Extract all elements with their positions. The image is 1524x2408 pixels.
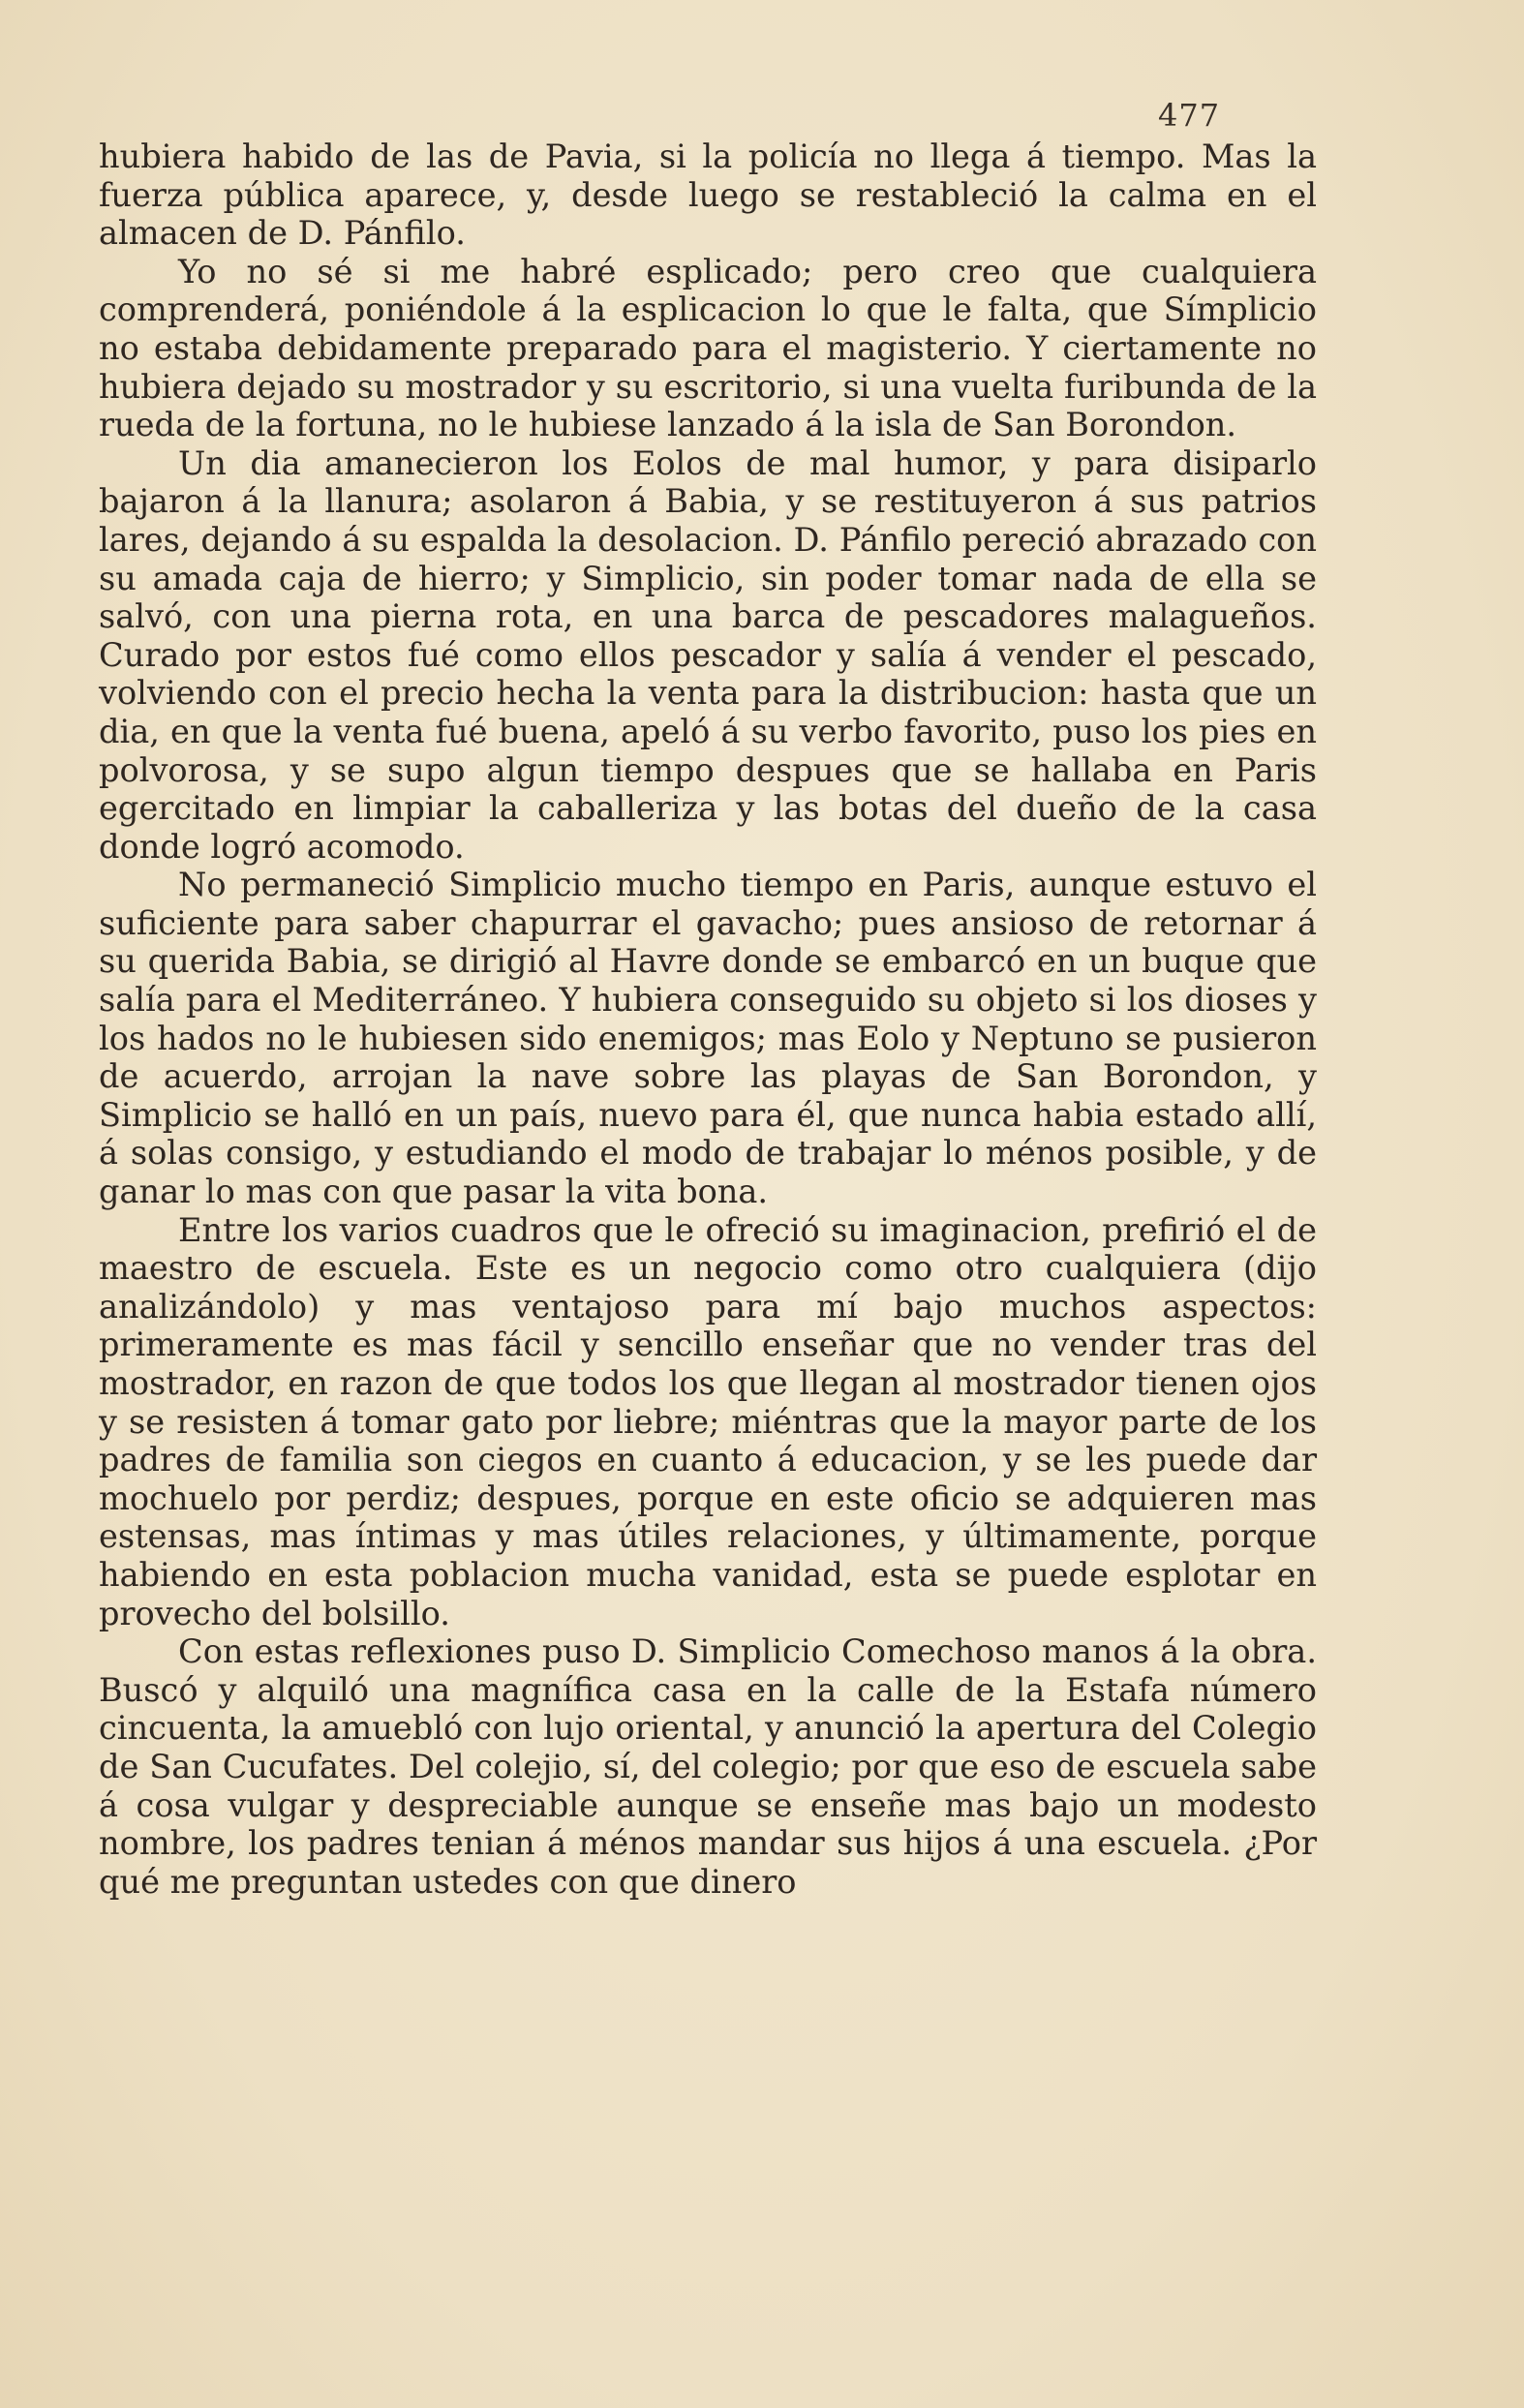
paragraph: Con estas reflexiones puso D. Simplicio Comechoso manos á la obra. Buscó y alquiló una magnífica casa en la calle de la Estafa número cincuenta, la amuebló con lujo oriental, y anunció la apertura del Colegio de San Cucufates. Del colejio, sí, del colegio; por que eso de escuela sabe á cosa vulgar y despreciable aunque se enseñe mas bajo un modesto nombre, los padres tenian á ménos mandar sus hijos á una escuela. ¿Por qué me preguntan ustedes con que dinero — [99, 1632, 1317, 1901]
paragraph: Entre los varios cuadros que le ofreció su imaginacion, prefirió el de maestro de escuela. Este es un negocio como otro cualquiera (dijo analizándolo) y mas ventajoso para mí bajo muchos aspectos: primeramente es mas fácil y sencillo enseñar que no vender tras del mostrador, en razon de que todos los que llegan al mostrador tienen ojos y se resisten á tomar gato por liebre; miéntras que la mayor parte de los padres de familia son ciegos en cuanto á educacion, y se les puede dar mochuelo por perdiz; despues, porque en este oficio se adquieren mas estensas, mas íntimas y mas útiles relaciones, y últimamente, porque habiendo en esta poblacion mucha vanidad, esta se puede esplotar en provecho del bolsillo. — [99, 1210, 1317, 1632]
paragraph: No permaneció Simplicio mucho tiempo en Paris, aunque estuvo el suficiente para saber chapurrar el gavacho; pues ansioso de retornar á su querida Babia, se dirigió al Havre donde se embarcó en un buque que salía para el Mediterráneo. Y hubiera conseguido su objeto si los dioses y los hados no le hubiesen sido enemigos; mas Eolo y Neptuno se pusieron de acuerdo, arrojan la nave sobre las playas de San Borondon, y Simplicio se halló en un país, nuevo para él, que nunca habia estado allí, á solas consigo, y estudiando el modo de trabajar lo ménos posible, y de ganar lo mas con que pasar la vita bona. — [99, 866, 1317, 1211]
paragraph: hubiera habido de las de Pavia, si la policía no llega á tiempo. Mas la fuerza pública aparece, y, desde luego se restableció la calma en el almacen de D. Pánfilo. — [99, 137, 1317, 253]
paragraph: Yo no sé si me habré esplicado; pero creo que cualquiera comprenderá, poniéndole á la esplicacion lo que le falta, que Símplicio no estaba debidamente preparado para el magisterio. Y ciertamente no hubiera dejado su mostrador y su escritorio, si una vuelta furibunda de la rueda de la fortuna, no le hubiese lanzado á la isla de San Borondon. — [99, 252, 1317, 444]
page-number: 477 — [1158, 97, 1221, 134]
paragraph: Un dia amanecieron los Eolos de mal humor, y para disiparlo bajaron á la llanura; asolaron á Babia, y se restituyeron á sus patrios lares, dejando á su espalda la desolacion. D. Pánfilo pereció abrazado con su amada caja de hierro; y Simplicio, sin poder tomar nada de ella se salvó, con una pierna rota, en una barca de pescadores malagueños. Curado por estos fué como ellos pescador y salía á vender el pescado, volviendo con el precio hecha la venta para la distribucion: hasta que un dia, en que la venta fué buena, apeló á su verbo favorito, puso los pies en polvorosa, y se supo algun tiempo despues que se hallaba en Paris egercitado en limpiar la caballeriza y las botas del dueño de la casa donde logró acomodo. — [99, 443, 1317, 866]
body-text — [99, 137, 1317, 1901]
